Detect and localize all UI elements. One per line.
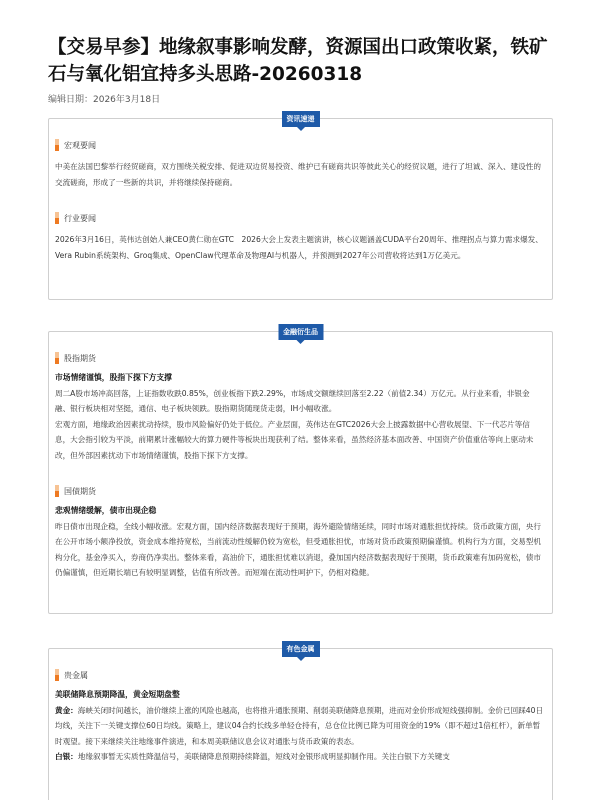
subsection-header [55,352,544,364]
subsection-treasury-futures [55,485,544,581]
paragraph: 2026年3月16日，英伟达创始人兼CEO黄仁勋在GTC 2026大会上发表主题演讲，核心议题涵盖CUDA平台20周年、推理拐点与算力需求爆发、Vera Rubin系统架构、Groq集成、OpenClaw代理革命及物理AI与机器人，并预测到2027年公司营收将达到1万亿美元。 [55,235,543,260]
section-badge: 资讯速递 [282,111,320,127]
section-marker-icon [55,212,59,224]
subsection-headline: 市场情绪谨慎，股指下探下方支撑 [55,373,172,382]
paragraph-gold [55,703,544,750]
subsection-title: 宏观要闻 [64,140,96,150]
subsection-stock-index-futures [55,352,544,463]
section-marker-icon [55,139,59,151]
subsection-header [55,669,544,681]
subsection-title: 贵金属 [64,670,88,680]
subsection-precious-metals [55,669,544,765]
section-marker-icon [55,669,59,681]
subsection-industry-news [55,212,544,263]
paragraph-label: 黄金： [55,705,78,715]
subsection-title: 国债期货 [64,486,96,496]
section-nonferrous-metals [48,645,553,800]
subsection-header [55,212,544,224]
section-marker-icon [55,352,59,364]
section-marker-icon [55,485,59,497]
paragraph: 周二A股市场冲高回落，上证指数收跌0.85%，创业板指下跌2.29%，市场成交额继续回落至2.22（前值2.34）万亿元。从行业来看，非银金融、银行板块相对坚挺，通信、电子板块领跌。股指期货随现货走弱，IH小幅收涨。 [55,388,530,413]
subsection-headline: 悲观情绪缓解，债市出现企稳 [55,506,157,515]
subsection-title: 股指期货 [64,353,96,363]
section-badge: 金融衍生品 [278,324,323,340]
paragraph: 昨日债市出现企稳，全线小幅收涨。宏观方面，国内经济数据表现好于预期，海外避险情绪延续，同时市场对通胀担忧持续。货币政策方面，央行在公开市场小额净投放，资金成本维持宽松，当前流动性缓解仍较为宽松，但受通胀担忧，市场对货币政策预期偏谨慎。机构行为方面，交易型机构分化，基金净买入，券商仍净卖出。整体来看，高油价下，通胀担忧难以消退，叠加国内经济数据表现好于预期，货币政策难有加码宽松，债市仍偏谨慎，但近期长端已有较明显调整，估值有所改善。而短端在流动性呵护下，仍相对稳健。 [55,521,541,577]
section-badge: 有色金属 [282,641,320,657]
paragraph-label: 白银： [55,752,78,761]
paragraph-silver [55,749,544,765]
subsection-title: 行业要闻 [64,213,96,223]
section-news-digest [48,115,553,300]
edit-date: 编辑日期：2026年3月18日 [48,95,161,105]
report-title: 【交易早参】地缘叙事影响发酵，资源国出口政策收紧，铁矿石与氧化铝宜持多头思路-20260318 [48,37,548,85]
paragraph-text: 地缘叙事暂无实质性降温信号，美联储降息预期持续降温，短线对金银形成明显抑制作用。关注白银下方关键支 [77,752,450,761]
subsection-macro-news [55,139,544,190]
paragraph-text: 海峡关闭时间越长，油价继续上涨的风险也越高，也将推升通胀预期、削弱美联储降息预期，进而对金价形成短线强抑制。金价已回踩40日均线，关注下一关键支撑位60日均线。策略上，建议04合约长线多单轻仓持有，总仓位比例已降为可用资金的19%（即不超过1倍杠杆），新单暂时观望。接下来继续关注地缘事件演进，和本周美联储议息会议对通胀与货币政策的表态。 [55,705,544,746]
subsection-header [55,485,544,497]
paragraph: 中美在法国巴黎举行经贸磋商，双方围绕关税安排、促进双边贸易投资、维护已有磋商共识等彼此关心的经贸议题，进行了坦诚、深入、建设性的交流磋商，形成了一些新的共识，并将继续保持磋商。 [55,162,541,187]
paragraph: 宏观方面，地缘政治因素扰动持续，股市风险偏好仍处于低位。产业层面，英伟达在GTC2026大会上披露数据中心营收展望、下一代芯片等信息，大会指引较为平淡，前期累计涨幅较大的算力硬件等板块出现获利了结。整体来看，虽然经济基本面改善、中国资产价值重估等向上驱动未改，但外部因素扰动下市场情绪谨慎，股指下探下方支撑。 [55,419,534,460]
subsection-header [55,139,544,151]
section-financial-derivatives [48,328,553,614]
subsection-headline: 美联储降息预期降温，黄金短期盘整 [55,690,180,699]
